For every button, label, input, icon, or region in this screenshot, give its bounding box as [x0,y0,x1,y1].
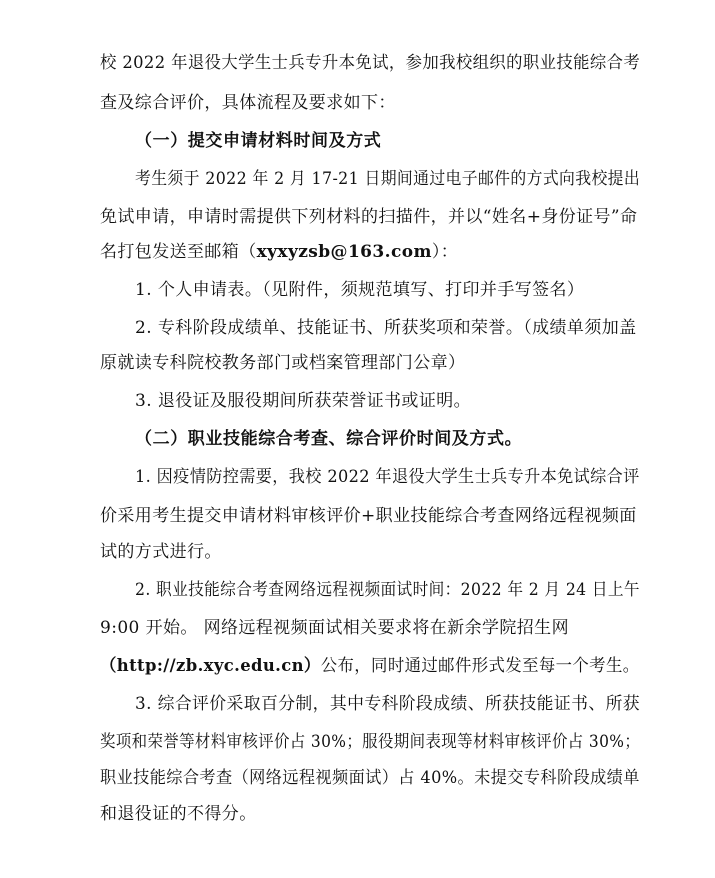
paragraph-1-line-3-start: 名打包发送至邮箱（ [100,242,257,262]
paragraph-4-line-3: 职业技能综合考查（网络远程视频面试）占 40%。未提交专科阶段成绩单 [100,768,640,788]
paragraph-intro-line-2: 查及综合评价，具体流程及要求如下： [100,93,396,113]
paragraph-4-line-1: 3. 综合评价采取百分制，其中专科阶段成绩、所获技能证书、所获 [135,694,641,714]
list-item-3: 3. 退役证及服役期间所获荣誉证书或证明。 [135,391,472,411]
list-item-2-line-2: 原就读专科院校教务部门或档案管理部门公章） [100,353,466,373]
section-heading-1: （一）提交申请材料时间及方式 [135,131,382,151]
paragraph-1-line-3 [100,241,458,263]
email-address: xyxyzsb@163.com [256,242,432,262]
paragraph-3-line-1: 2. 职业技能综合考查网络远程视频面试时间：2022 年 2 月 24 日上午 [135,580,640,600]
admissions-url: （http://zb.xyc.edu.cn） [100,656,321,676]
paragraph-1-line-3-end: ）： [431,242,459,262]
paragraph-2-line-1: 1. 因疫情防控需要，我校 2022 年退役大学生士兵专升本免试综合评 [135,467,640,487]
section-heading-2: （二）职业技能综合考查、综合评价时间及方式。 [135,429,523,449]
paragraph-intro-line-1: 校 2022 年退役大学生士兵专升本免试，参加我校组织的职业技能综合考 [100,53,641,73]
list-item-2-line-1: 2. 专科阶段成绩单、技能证书、所获奖项和荣誉。（成绩单须加盖 [135,318,637,338]
paragraph-3-line-3-end: 公布，同时通过邮件形式发至每一个考生。 [320,656,640,676]
paragraph-1-line-1: 考生须于 2022 年 2 月 17-21 日期间通过电子邮件的方式向我校提出 [135,169,641,189]
paragraph-1-line-2: 免试申请，申请时需提供下列材料的扫描件，并以“姓名+身份证号”命 [100,207,638,227]
paragraph-2-line-2: 价采用考生提交申请材料审核评价+职业技能综合考查网络远程视频面 [100,506,637,526]
list-item-1: 1. 个人申请表。（见附件，须规范填写、打印并手写签名） [135,280,585,300]
paragraph-4-line-4: 和退役证的不得分。 [100,804,257,824]
paragraph-2-line-3: 试的方式进行。 [100,542,222,562]
paragraph-3-line-2: 9:00 开始。 网络远程视频面试相关要求将在新余学院招生网 [100,618,569,638]
paragraph-4-line-2: 奖项和荣誉等材料审核评价占 30%；服役期间表现等材料审核评价占 30%； [100,732,641,752]
paragraph-3-line-3 [100,655,640,677]
